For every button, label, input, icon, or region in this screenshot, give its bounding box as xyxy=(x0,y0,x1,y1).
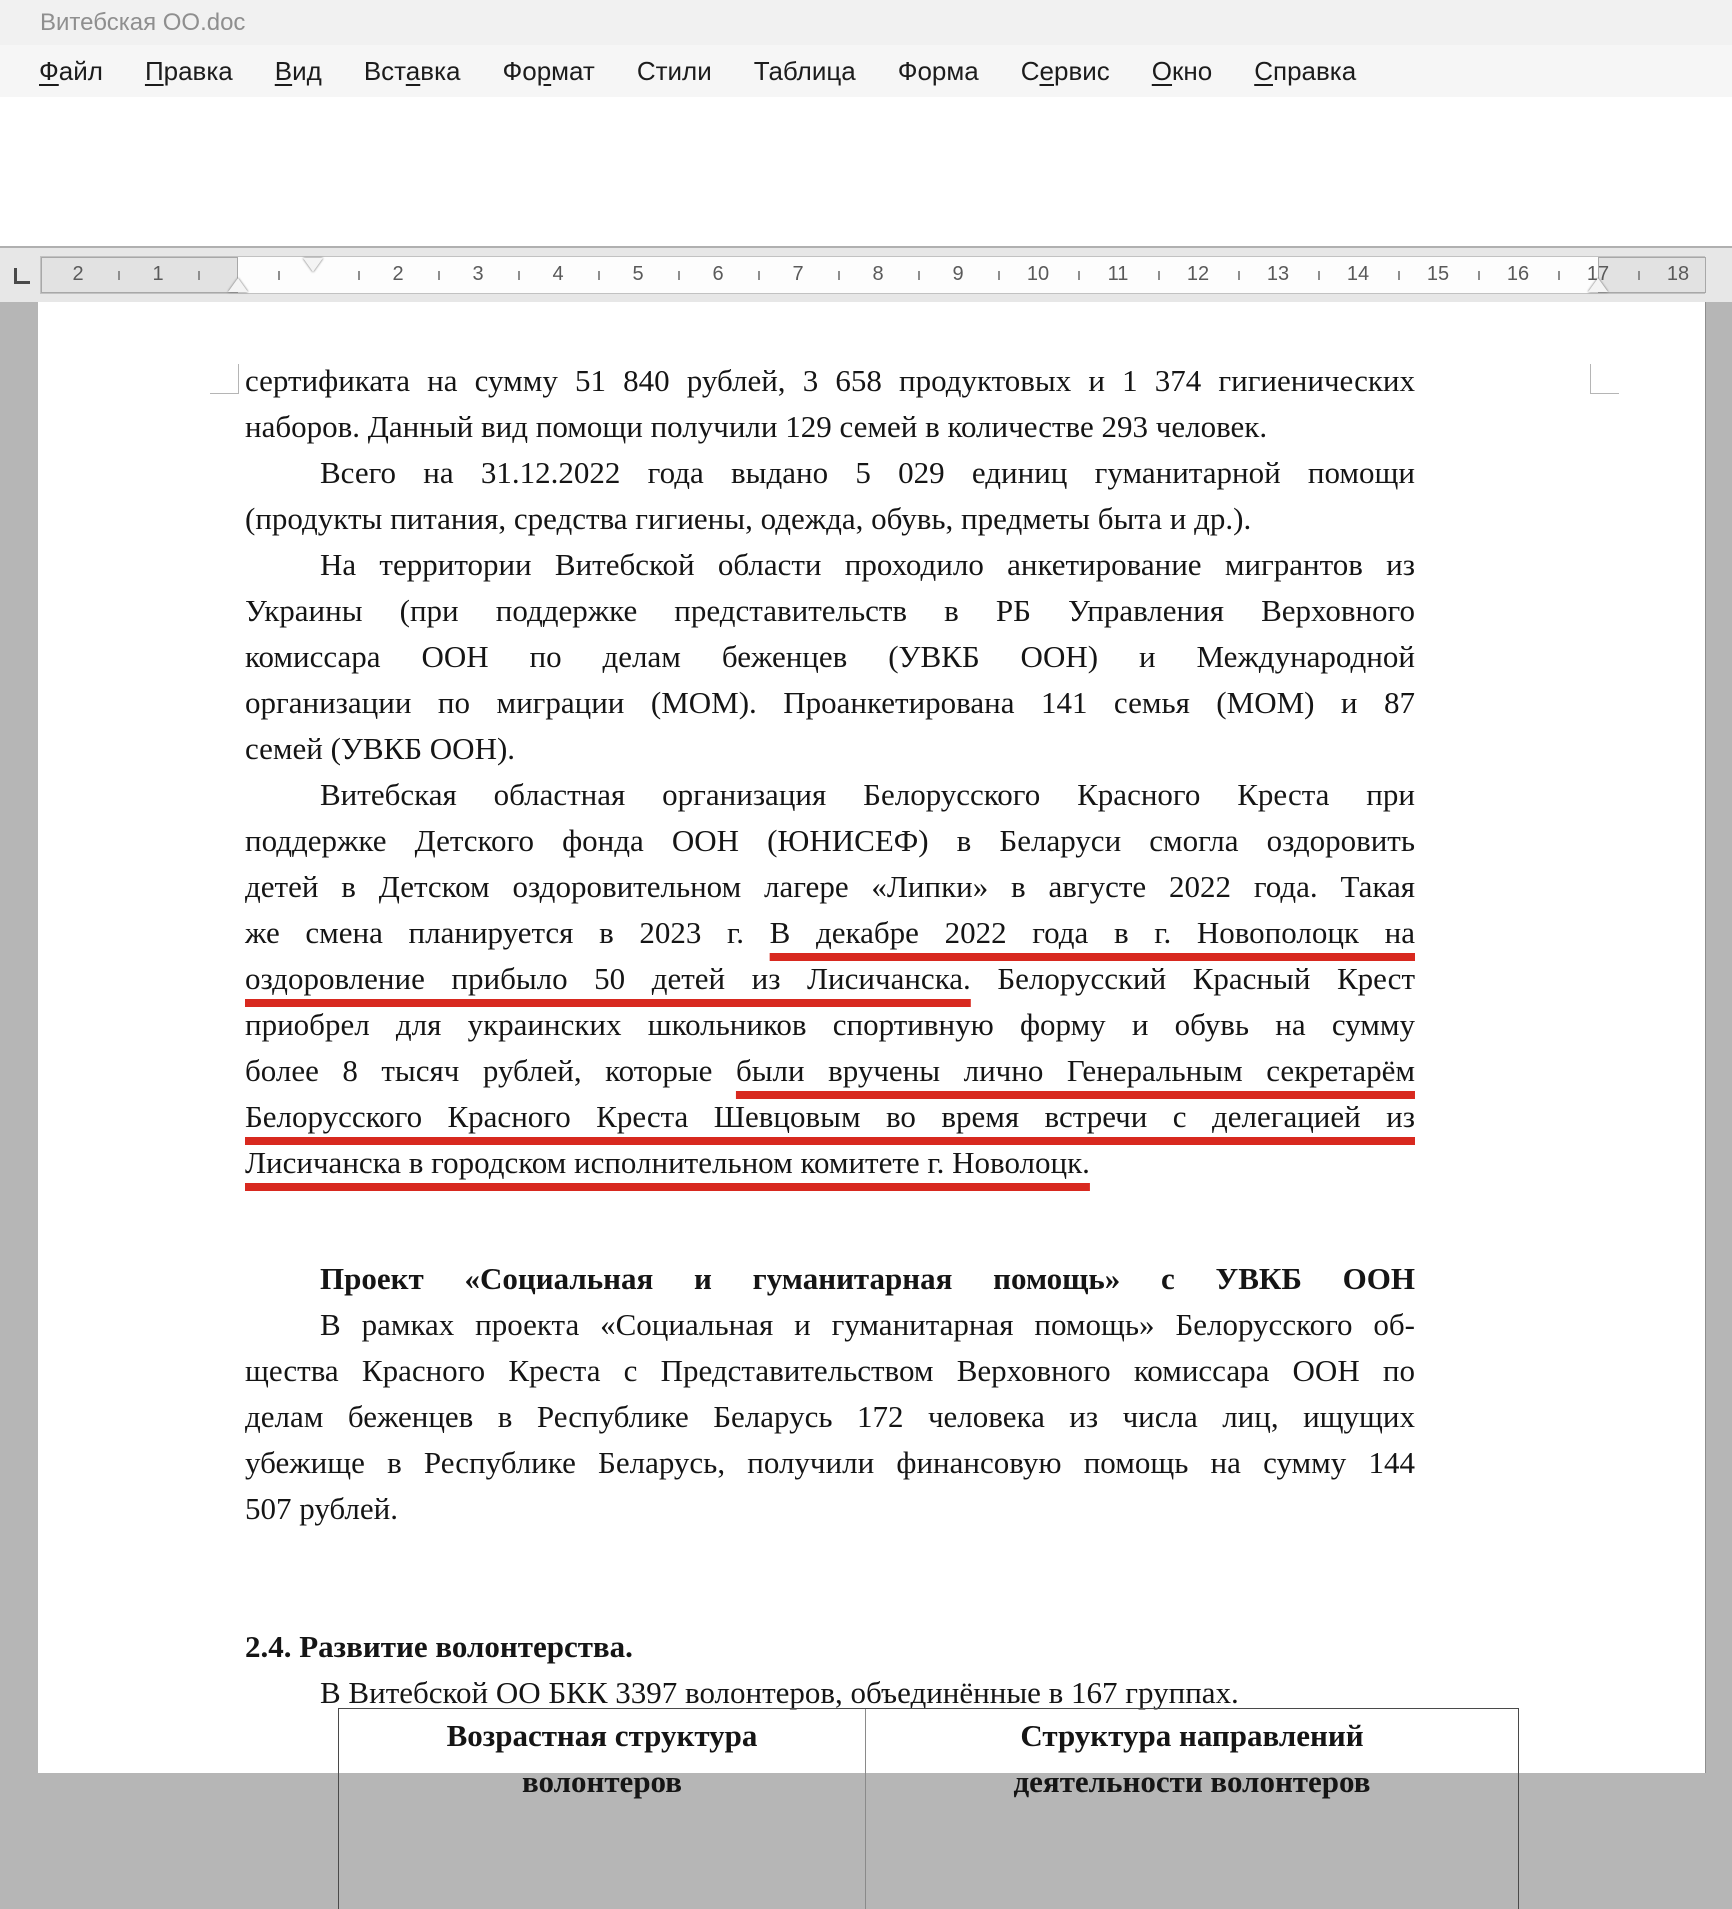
ruler-half-tick xyxy=(518,271,520,280)
text-line: семей (УВКБ ООН). xyxy=(245,731,516,766)
red-underline-annotation: В декабре 2022 года в г. Новополоцк на xyxy=(769,915,1415,950)
ruler-half-tick xyxy=(678,271,680,280)
text-line: наборов. Данный вид помощи получили 129 семей в количестве 293 человек. xyxy=(245,409,1268,444)
text-line: Витебская областная организация Белорусского Красного Креста при xyxy=(320,777,1415,812)
red-underline-annotation: Лисичанска в городском исполнительном комитете г. Новолоцк. xyxy=(245,1145,1090,1180)
ruler-number: 11 xyxy=(1107,263,1129,285)
ruler-half-tick xyxy=(598,271,600,280)
menu-item-view[interactable]: Вид xyxy=(274,55,322,86)
text-line: Всего на 31.12.2022 года выдано 5 029 единиц гуманитарной помощи xyxy=(320,455,1415,490)
tab-stop-selector-icon[interactable] xyxy=(14,268,30,284)
ruler-half-tick xyxy=(358,271,360,280)
text-line xyxy=(245,1140,1415,1186)
ruler-bar[interactable] xyxy=(40,256,1705,294)
section-heading: Проект «Социальная и гуманитарная помощь» с УВКБ ООН xyxy=(320,1261,1415,1296)
text-line: оздоровление прибыло 50 детей из Лисичанска. Белорусский Красный Крест xyxy=(245,961,1415,996)
ruler-half-tick xyxy=(838,271,840,280)
red-underline-annotation: Белорусского Красного Креста Шевцовым во время встречи с делегацией из xyxy=(245,1099,1415,1134)
ruler-number: 10 xyxy=(1026,263,1050,285)
text-line: На территории Витебской области проходило анкетирование мигрантов из xyxy=(320,547,1415,582)
ruler-number: 18 xyxy=(1666,263,1690,285)
ruler-half-tick xyxy=(438,271,440,280)
ruler-number: 17 xyxy=(1586,263,1610,285)
ruler-number: 6 xyxy=(712,263,724,285)
text-line: комиссара ООН по делам беженцев (УВКБ ООН) и Международной xyxy=(245,639,1415,674)
text-line: же смена планируется в 2023 г. В декабре 2022 года в г. Новополоцк на xyxy=(245,915,1415,950)
right-indent-marker[interactable] xyxy=(1588,278,1608,292)
text-line: (продукты питания, средства гигиены, одежда, обувь, предметы быта и др.). xyxy=(245,501,1252,536)
ruler-half-tick xyxy=(1558,271,1560,280)
text-line: щества Красного Креста с Представительством Верховного комиссара ООН по xyxy=(245,1353,1415,1388)
ruler-half-tick xyxy=(1638,271,1640,280)
ruler-number: 8 xyxy=(872,263,884,285)
ruler-right-margin xyxy=(1598,257,1706,293)
document-title: Витебская ОО.doc xyxy=(40,9,246,36)
red-underline-annotation: оздоровление прибыло 50 детей из Лисичанска. xyxy=(245,961,971,996)
menu-item-insert[interactable]: Вставка xyxy=(363,55,461,86)
ruler-half-tick xyxy=(198,271,200,280)
table-header-line: деятельности волонтеров xyxy=(1013,1764,1371,1799)
table-header-cell xyxy=(866,1709,1518,1909)
ruler-number: 3 xyxy=(472,263,484,285)
ruler-number: 5 xyxy=(632,263,644,285)
text-line: В Витебской ОО БКК 3397 волонтеров, объединённые в 167 группах. xyxy=(320,1675,1239,1710)
menu-item-help[interactable]: Справка xyxy=(1254,55,1357,86)
ruler-half-tick xyxy=(1318,271,1320,280)
ruler-number: 7 xyxy=(792,263,804,285)
volunteer-structure-table[interactable] xyxy=(338,1708,1519,1909)
title-bar xyxy=(0,0,1732,45)
ruler-number: 4 xyxy=(552,263,564,285)
blank-line xyxy=(245,1186,1415,1232)
text-line: организации по миграции (МОМ). Проанкетирована 141 семья (МОМ) и 87 xyxy=(245,685,1415,720)
ruler-number: 9 xyxy=(952,263,964,285)
ruler-number: 13 xyxy=(1266,263,1290,285)
page[interactable] xyxy=(38,302,1706,1799)
horizontal-ruler[interactable] xyxy=(0,246,1732,304)
text-line: делам беженцев в Республике Беларусь 172 человека из числа лиц, ищущих xyxy=(245,1399,1415,1434)
ruler-number: 1 xyxy=(152,263,164,285)
text-line: поддержке Детского фонда ООН (ЮНИСЕФ) в Беларуси смогла оздоровить xyxy=(245,823,1415,858)
text-line: В рамках проекта «Социальная и гуманитарная помощь» Белорусского об- xyxy=(320,1307,1415,1342)
text-line: детей в Детском оздоровительном лагере «Липки» в августе 2022 года. Такая xyxy=(245,869,1415,904)
ruler-half-tick xyxy=(278,271,280,280)
text-line: сертификата на сумму 51 840 рублей, 3 658 продуктовых и 1 374 гигиенических xyxy=(245,363,1415,398)
red-underline-annotation: были вручены лично Генеральным секретарём xyxy=(735,1053,1415,1088)
table-header-line: волонтеров xyxy=(521,1764,683,1799)
menu-item-form[interactable]: Форма xyxy=(897,55,979,86)
ruler-half-tick xyxy=(758,271,760,280)
menu-item-styles[interactable]: Стили xyxy=(636,55,712,86)
text-line xyxy=(245,1094,1415,1140)
ruler-half-tick xyxy=(998,271,1000,280)
ruler-half-tick xyxy=(918,271,920,280)
document-area xyxy=(0,302,1732,1799)
table-header-line: Возрастная структура xyxy=(446,1718,758,1753)
ruler-number: 2 xyxy=(72,263,84,285)
ruler-half-tick xyxy=(1478,271,1480,280)
table-header-line: Структура направлений xyxy=(1020,1718,1364,1753)
section-heading-2-4: 2.4. Развитие волонтерства. xyxy=(245,1629,633,1664)
ruler-half-tick xyxy=(1238,271,1240,280)
ruler-half-tick xyxy=(1398,271,1400,280)
menu-item-format[interactable]: Формат xyxy=(502,55,595,86)
text-line: 507 рублей. xyxy=(245,1491,399,1526)
toolbar-area xyxy=(0,97,1732,246)
ruler-number: 2 xyxy=(392,263,404,285)
text-boundary-corner-right xyxy=(1590,364,1619,394)
text-line: убежище в Республике Беларусь, получили финансовую помощь на сумму 144 xyxy=(245,1445,1415,1480)
ruler-number: 12 xyxy=(1186,263,1210,285)
menu-item-file[interactable]: Файл xyxy=(39,55,103,86)
menu-item-window[interactable]: Окно xyxy=(1151,55,1213,86)
ruler-number: 16 xyxy=(1506,263,1530,285)
menu-item-tools[interactable]: Сервис xyxy=(1020,55,1110,86)
text-line: Украины (при поддержке представительств в РБ Управления Верховного xyxy=(245,593,1415,628)
first-line-indent-marker[interactable] xyxy=(303,258,323,272)
left-indent-marker[interactable] xyxy=(228,278,248,292)
document-text[interactable] xyxy=(245,358,1415,1716)
text-line: приобрел для украинских школьников спортивную форму и обувь на сумму xyxy=(245,1007,1415,1042)
menu-item-edit[interactable]: Правка xyxy=(144,55,233,86)
menu-item-table[interactable]: Таблица xyxy=(753,55,856,86)
menu-bar xyxy=(0,45,1732,97)
ruler-half-tick xyxy=(1158,271,1160,280)
ruler-number: 15 xyxy=(1426,263,1450,285)
ruler-half-tick xyxy=(1078,271,1080,280)
table-header-cell xyxy=(339,1709,866,1909)
text-line: более 8 тысяч рублей, которые были вручены лично Генеральным секретарём xyxy=(245,1053,1415,1088)
ruler-half-tick xyxy=(118,271,120,280)
ruler-left-margin xyxy=(41,257,238,293)
ruler-number: 14 xyxy=(1346,263,1370,285)
text-boundary-corner-left xyxy=(210,364,239,394)
